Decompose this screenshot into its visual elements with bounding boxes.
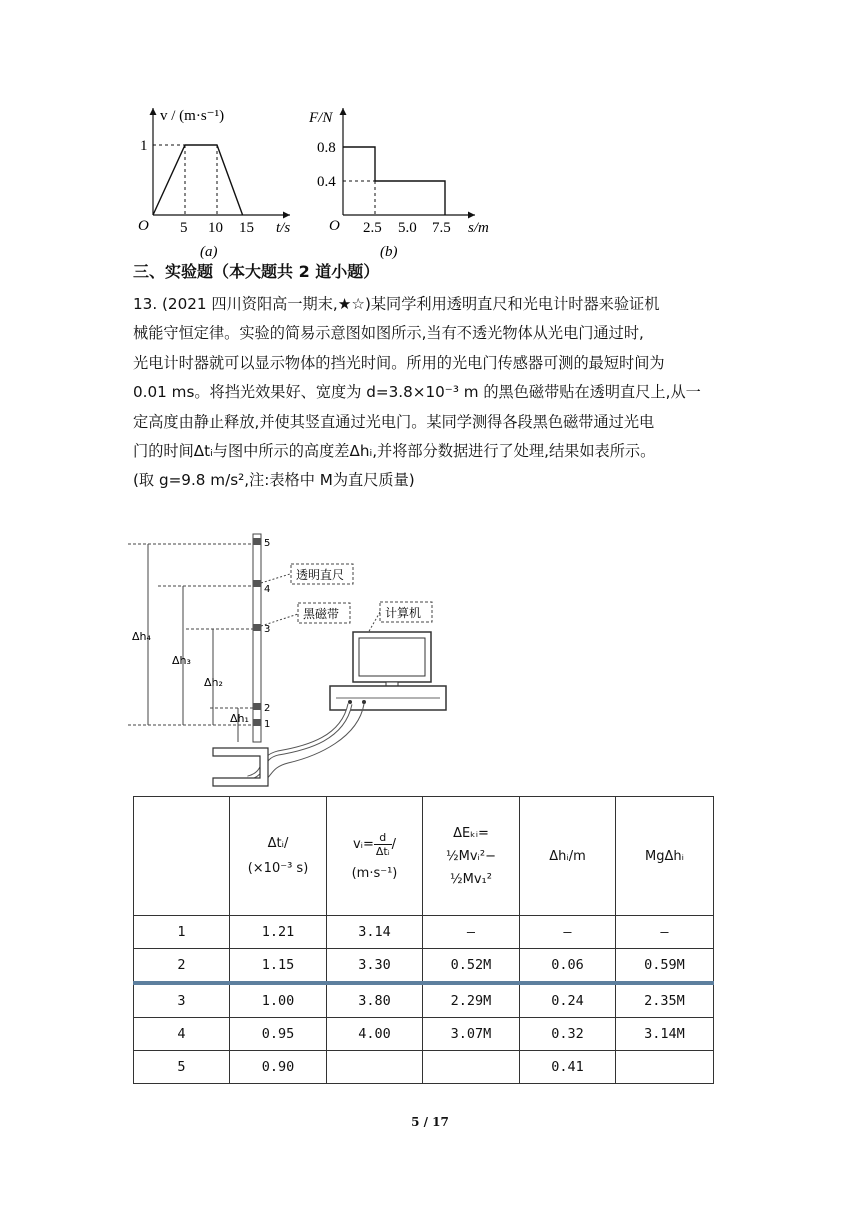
mark-number-3: 3 [264, 624, 271, 635]
question-line-2: 械能守恒定律。实验的简易示意图如图所示,当有不透光物体从光电门通过时, [133, 324, 644, 343]
mark-number-2: 2 [264, 703, 271, 714]
graph-b-caption: (b) [380, 244, 398, 260]
header-mg: MgΔhᵢ [616, 797, 714, 916]
computer-leader [368, 612, 380, 633]
row-5-mg [616, 1051, 714, 1084]
row-4-mg: 3.14M [616, 1018, 714, 1051]
table-row [134, 1018, 714, 1051]
port-2 [362, 700, 366, 704]
table-header-row [134, 797, 714, 916]
graph-a-velocity-line [153, 145, 243, 215]
row-3-dh: 0.24 [520, 983, 616, 1018]
header-v-suffix: / [391, 837, 397, 852]
question-line-1: 13. (2021 四川资阳高一期末,★☆)某同学利用透明直尺和光电计时器来验证机 [133, 295, 660, 313]
graph-a-caption: (a) [200, 244, 218, 260]
data-table [133, 796, 714, 1084]
graph-a-x-tick-10: 10 [208, 220, 223, 236]
ruler-label: 透明直尺 [296, 568, 345, 582]
table-row [134, 916, 714, 949]
graph-b-svg [305, 100, 505, 260]
row-2-dt: 1.15 [230, 949, 327, 984]
row-1-index: 1 [134, 916, 230, 949]
row-4-dh: 0.32 [520, 1018, 616, 1051]
port-1 [348, 700, 352, 704]
monitor-screen [359, 638, 425, 676]
tape-mark-1 [253, 719, 261, 726]
label-dh1: Δh₁ [230, 712, 249, 725]
label-dh2: Δh₂ [204, 676, 223, 689]
question-line-4: 0.01 ms。将挡光效果好、宽度为 d=3.8×10⁻³ m 的黑色磁带贴在透明直尺上,从一 [133, 383, 701, 402]
row-3-ek: 2.29M [423, 983, 520, 1018]
label-dh4: Δh₄ [132, 630, 151, 643]
question-line-3: 光电计时器就可以显示物体的挡光时间。所用的光电门传感器可测的最短时间为 [133, 353, 665, 372]
row-2-mg: 0.59M [616, 949, 714, 984]
tape-mark-3 [253, 624, 261, 631]
row-4-v: 4.00 [327, 1018, 423, 1051]
row-5-v [327, 1051, 423, 1084]
row-2-dh: 0.06 [520, 949, 616, 984]
graph-a-x-label: t/s [276, 220, 291, 236]
header-v-formula [327, 831, 422, 858]
table-row [134, 1051, 714, 1084]
header-dt-unit: (×10⁻³ s) [247, 861, 309, 876]
header-dh: Δhᵢ/m [520, 797, 616, 916]
row-3-mg: 2.35M [616, 983, 714, 1018]
label-dh3: Δh₃ [172, 654, 191, 667]
mark-number-4: 4 [264, 584, 271, 595]
tape-mark-2 [253, 703, 261, 710]
row-1-mg: — [616, 916, 714, 949]
header-ek [423, 797, 520, 916]
graph-b-x-tick-50: 5.0 [398, 220, 417, 236]
header-v-num: d [374, 831, 392, 845]
graph-a-origin: O [138, 218, 149, 234]
question-line-6: 门的时间Δtᵢ与图中所示的高度差Δhᵢ,并将部分数据进行了处理,结果如表所示。 [133, 442, 656, 461]
transparent-ruler [253, 534, 261, 742]
row-4-dt: 0.95 [230, 1018, 327, 1051]
question-line-5: 定高度由静止释放,并使其竖直通过光电门。某同学测得各段黑色磁带通过光电 [133, 412, 655, 431]
row-5-index: 5 [134, 1051, 230, 1084]
header-ek-line2: ½Mvᵢ²− [446, 848, 496, 864]
apparatus-diagram [128, 528, 458, 794]
photogate [213, 748, 268, 786]
graph-b-origin: O [329, 218, 340, 234]
question-text [133, 290, 733, 496]
mark-number-5: 5 [264, 538, 271, 549]
row-5-dh: 0.41 [520, 1051, 616, 1084]
header-ek-line3: ½Mv₁² [450, 871, 492, 887]
row-1-dt: 1.21 [230, 916, 327, 949]
tape-mark-5 [253, 538, 261, 545]
question-line-7: (取 g=9.8 m/s²,注:表格中 M为直尺质量) [133, 471, 415, 490]
page-number: 5 / 17 [411, 1115, 449, 1129]
row-3-v: 3.80 [327, 983, 423, 1018]
graph-a-x-tick-5: 5 [180, 220, 188, 236]
graph-b-x-tick-25: 2.5 [363, 220, 382, 236]
row-3-index: 3 [134, 983, 230, 1018]
section-title: 三、实验题（本大题共 2 道小题） [133, 262, 380, 281]
header-v-den: Δtᵢ [375, 845, 390, 858]
graph-a-x-tick-15: 15 [239, 220, 254, 236]
graph-b-y-label: F/N [309, 110, 333, 126]
graph-b-y-tick-08: 0.8 [317, 140, 336, 156]
row-3-dt: 1.00 [230, 983, 327, 1018]
header-dt-label: Δtᵢ/ [267, 836, 289, 851]
mark-number-1: 1 [264, 719, 271, 730]
table-row [134, 983, 714, 1018]
header-v-unit: (m·s⁻¹) [351, 866, 398, 881]
graph-b-x-label: s/m [468, 220, 489, 236]
row-4-ek: 3.07M [423, 1018, 520, 1051]
graph-b-force-steps [343, 147, 445, 215]
graph-b-y-tick-04: 0.4 [317, 174, 336, 190]
graph-a-y-label: v / (m·s⁻¹) [160, 108, 225, 124]
graph-a-svg [130, 100, 310, 260]
row-2-index: 2 [134, 949, 230, 984]
tape-leader [261, 614, 298, 626]
graph-b-x-tick-75: 7.5 [432, 220, 451, 236]
computer-label: 计算机 [385, 606, 422, 620]
row-5-ek [423, 1051, 520, 1084]
row-1-dh: — [520, 916, 616, 949]
ruler-leader [261, 574, 290, 583]
header-v [327, 797, 423, 916]
row-5-dt: 0.90 [230, 1051, 327, 1084]
apparatus-svg [128, 528, 458, 790]
header-v-prefix: vᵢ= [352, 837, 374, 852]
header-dt [230, 797, 327, 916]
row-1-ek: — [423, 916, 520, 949]
graph-a-velocity-time [130, 100, 310, 264]
row-2-v: 3.30 [327, 949, 423, 984]
table-row [134, 949, 714, 984]
row-2-ek: 0.52M [423, 949, 520, 984]
header-index [134, 797, 230, 916]
tape-mark-4 [253, 580, 261, 587]
row-1-v: 3.14 [327, 916, 423, 949]
header-v-fraction [374, 831, 392, 858]
graph-a-y-tick-1: 1 [140, 138, 148, 154]
row-4-index: 4 [134, 1018, 230, 1051]
header-ek-line1: ΔEₖᵢ= [453, 825, 489, 841]
graph-b-force-displacement [305, 100, 505, 264]
tape-label: 黑磁带 [303, 607, 340, 621]
